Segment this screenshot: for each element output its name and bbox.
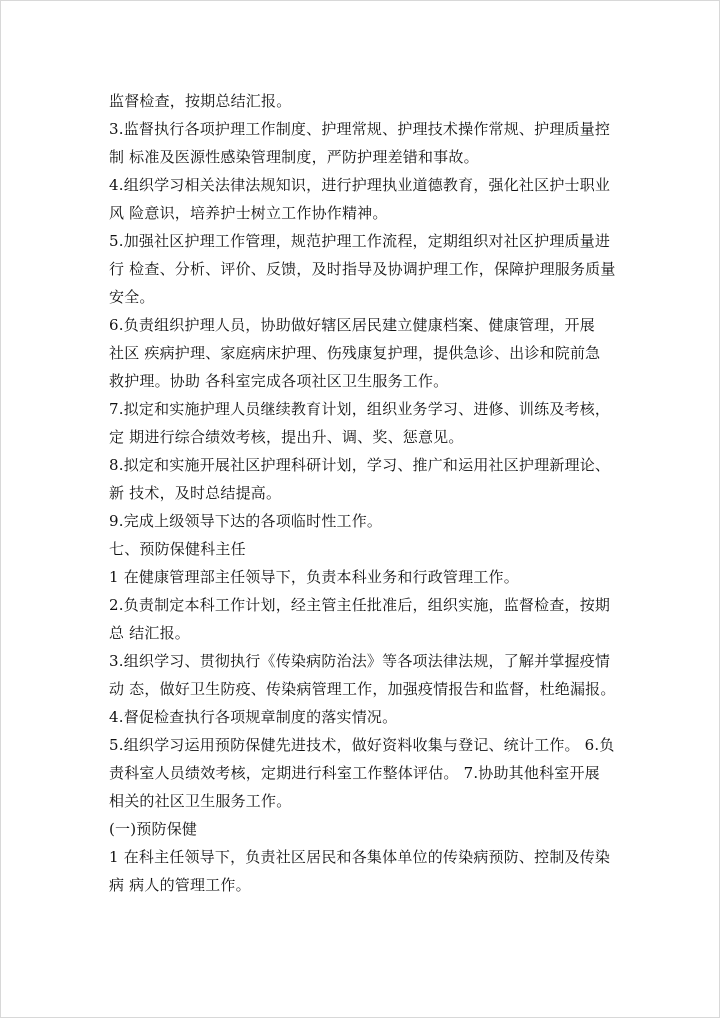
text-line: (一)预防保健 xyxy=(109,820,198,838)
text-line: 行 检查、分析、评价、反馈，及时指导及协调护理工作，保障护理服务质量 xyxy=(109,260,616,278)
text-line: 风 险意识，培养护士树立工作协作精神。 xyxy=(109,204,388,222)
text-line: 4.督促检查执行各项规章制度的落实情况。 xyxy=(109,708,398,726)
text-line: 7.拟定和实施护理人员继续教育计划，组织业务学习、进修、训练及考核， xyxy=(109,400,611,418)
text-line: 5.组织学习运用预防保健先进技术，做好资料收集与登记、统计工作。 6.负 xyxy=(109,736,615,754)
text-line: 1 在科主任领导下，负责社区居民和各集体单位的传染病预防、控制及传染 xyxy=(109,848,611,866)
text-line: 定 期进行综合绩效考核，提出升、调、奖、惩意见。 xyxy=(109,428,464,446)
text-line: 3.监督执行各项护理工作制度、护理常规、护理技术操作常规、护理质量控 xyxy=(109,120,611,138)
text-line: 3.组织学习、贯彻执行《传染病防治法》等各项法律法规，了解并掌握疫情 xyxy=(109,652,611,670)
text-line: 安全。 xyxy=(109,288,155,306)
text-line: 动 态，做好卫生防疫、传染病管理工作，加强疫情报告和监督，杜绝漏报。 xyxy=(109,680,616,698)
document-body xyxy=(109,87,616,899)
text-line: 责科室人员绩效考核，定期进行科室工作整体评估。 7.协助其他科室开展 xyxy=(109,764,600,782)
text-line: 4.组织学习相关法律法规知识，进行护理执业道德教育，强化社区护士职业 xyxy=(109,176,611,194)
text-line: 9.完成上级领导下达的各项临时性工作。 xyxy=(109,512,383,530)
text-line: 相关的社区卫生服务工作。 xyxy=(109,792,292,810)
text-line: 1 在健康管理部主任领导下，负责本科业务和行政管理工作。 xyxy=(109,568,519,586)
text-line: 救护理。协助 各科室完成各项社区卫生服务工作。 xyxy=(109,372,449,390)
text-line: 制 标准及医源性感染管理制度，严防护理差错和事故。 xyxy=(109,148,479,166)
text-line: 6.负责组织护理人员，协助做好辖区居民建立健康档案、健康管理，开展 xyxy=(109,316,595,334)
text-line: 新 技术，及时总结提高。 xyxy=(109,484,282,502)
text-line: 总 结汇报。 xyxy=(109,624,190,642)
text-line: 8.拟定和实施开展社区护理科研计划，学习、推广和运用社区护理新理论、 xyxy=(109,456,611,474)
text-line: 病 病人的管理工作。 xyxy=(109,876,251,894)
text-line: 5.加强社区护理工作管理，规范护理工作流程，定期组织对社区护理质量进 xyxy=(109,232,611,250)
text-line: 七、预防保健科主任 xyxy=(109,540,246,558)
text-line: 2.负责制定本科工作计划，经主管主任批准后，组织实施，监督检查，按期 xyxy=(109,596,611,614)
text-line: 监督检查，按期总结汇报。 xyxy=(109,92,292,110)
text-line: 社区 疾病护理、家庭病床护理、伤残康复护理，提供急诊、出诊和院前急 xyxy=(109,344,601,362)
